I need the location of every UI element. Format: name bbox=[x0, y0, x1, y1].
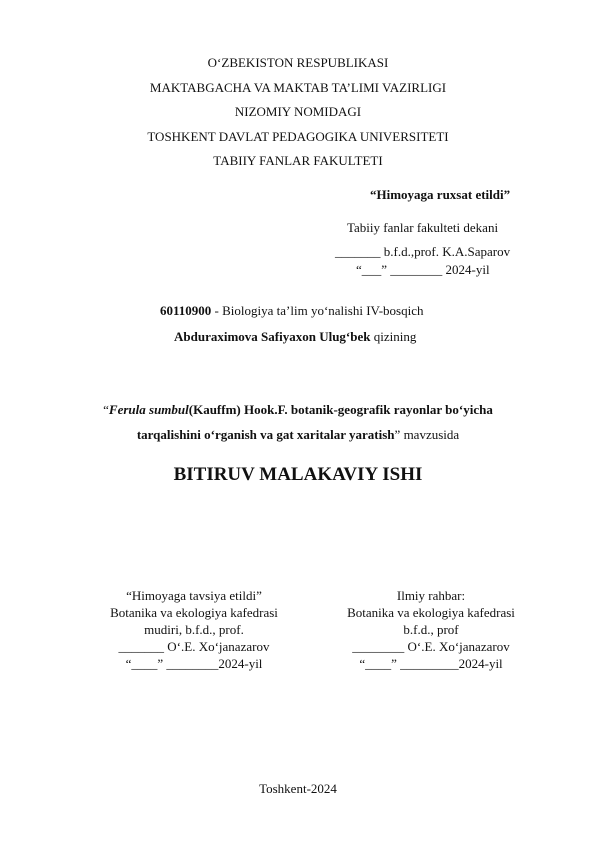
left-line-2: Botanika va ekologiya kafedrasi bbox=[110, 605, 278, 620]
student-line bbox=[174, 329, 416, 345]
left-line-3: mudiri, b.f.d., prof. bbox=[144, 622, 244, 637]
program-line bbox=[160, 303, 424, 319]
approval-role: Tabiiy fanlar fakulteti dekani bbox=[347, 220, 499, 235]
topic-open-quote: “ bbox=[103, 402, 109, 417]
topic-close: ” mavzusida bbox=[394, 427, 460, 442]
topic-line-2 bbox=[0, 427, 596, 443]
work-title: BITIRUV MALAKAVIY ISHI bbox=[173, 464, 423, 485]
footer-place-year: Toshkent-2024 bbox=[259, 781, 337, 796]
left-line-1: “Himoyaga tavsiya etildi” bbox=[126, 588, 262, 603]
header-line-named: NIZOMIY NOMIDAGI bbox=[234, 104, 362, 119]
approval-date: “___” ________ 2024-yil bbox=[356, 262, 490, 277]
left-line-5: “____” ________2024-yil bbox=[125, 656, 263, 671]
program-name: - Biologiya ta’lim yo‘nalishi IV-bosqich bbox=[211, 303, 424, 318]
program-code: 60110900 bbox=[160, 303, 212, 318]
approval-signature: _______ b.f.d.,prof. K.A.Saparov bbox=[335, 244, 511, 259]
topic-species: Ferula sumbul bbox=[108, 402, 189, 417]
right-line-4: ________ O‘.E. Xo‘janazarov bbox=[352, 639, 510, 654]
topic-rest: (Kauffm) Hook.F. botanik-geografik rayonlar bo‘yicha bbox=[188, 402, 493, 417]
right-signature-block bbox=[311, 587, 551, 672]
header-line-university: TOSHKENT DAVLAT PEDAGOGIKA UNIVERSITETI bbox=[147, 129, 449, 144]
approval-title: “Himoyaga ruxsat etildi” bbox=[370, 187, 511, 202]
topic-line-2-text: tarqalishini o‘rganish va gat xaritalar yaratish bbox=[136, 427, 395, 442]
left-line-4: _______ O‘.E. Xo‘janazarov bbox=[118, 639, 270, 654]
student-name: Abduraximova Safiyaxon Ulug‘bek bbox=[174, 329, 371, 344]
header-line-faculty: TABIIY FANLAR FAKULTETI bbox=[213, 153, 383, 168]
left-signature-block bbox=[74, 587, 314, 672]
topic-line-1 bbox=[0, 402, 596, 418]
right-line-3: b.f.d., prof bbox=[403, 622, 459, 637]
student-suffix: qizining bbox=[370, 329, 417, 344]
right-line-1: Ilmiy rahbar: bbox=[396, 588, 466, 603]
header-line-ministry: MAKTABGACHA VA MAKTAB TA’LIMI VAZIRLIGI bbox=[149, 80, 447, 95]
right-line-5: “____” _________2024-yil bbox=[359, 656, 503, 671]
right-line-2: Botanika va ekologiya kafedrasi bbox=[347, 605, 515, 620]
header-line-republic: O‘ZBEKISTON RESPUBLIKASI bbox=[207, 55, 389, 70]
